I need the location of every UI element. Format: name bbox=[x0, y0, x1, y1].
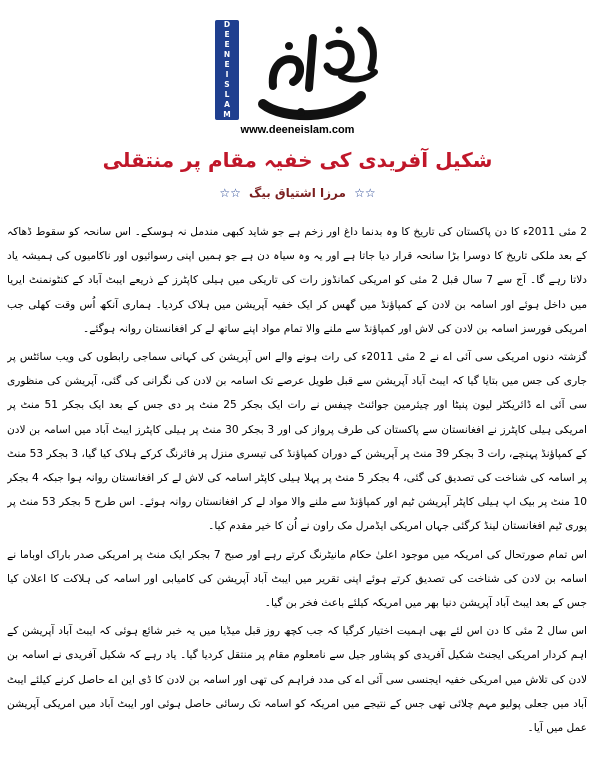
author-name: مرزا اشتیاق بیگ bbox=[249, 186, 346, 200]
logo-side-banner bbox=[215, 20, 239, 120]
site-url[interactable]: www.deeneislam.com bbox=[240, 124, 355, 136]
article-paragraph: اس سال 2 مئی کا دن اس لئے بھی اہمیت اختیار کرگیا کہ جب کچھ روز قبل میڈیا میں یہ خبر شائع ہوئی کہ ایبٹ آباد آپریشن کے اہم کردار امریکی ایجنٹ شکیل آفریدی کو پشاور جیل سے نامعلوم مقام پر منتقل کردیا گیا۔ یاد رہے کہ شکیل آفریدی نے اسامہ بن لادن کی تلاش میں امریکی خفیہ ایجنسی سی آئی اے کی مدد فراہم کی تھی اور اسامہ بن لادن کا ڈی این اے حاصل کرنے کیلئے ایبٹ آباد میں جعلی پولیو مہم چلائی تھی جس کے نتیجے میں امریکہ کو اسامہ تک رسائی حاصل ہوئی اور ایبٹ آباد میں امریکی آپریشن عمل میں آیا۔ bbox=[7, 625, 587, 735]
logo-calligraphy-icon bbox=[243, 16, 388, 124]
masthead bbox=[0, 0, 595, 145]
article-paragraph: اس تمام صورتحال کی امریکہ میں موجود اعلیٰ حکام مانیٹرنگ کرتے رہے اور صبح 7 بجکر ایک منٹ پر امریکی صدر باراک اوباما نے اسامہ بن لادن کی شناخت کی تصدیق کرتے ہوئے اپنی تقریر میں ایبٹ آباد آپریشن کی کامیابی اور اسامہ کی ہلاکت کا اعلان کیا جس کے بعد ایبٹ آباد آپریشن دنیا بھر میں امریکہ کیلئے باعث فخر بن گیا۔ bbox=[7, 548, 587, 610]
article-paragraph: گزشتہ دنوں امریکی سی آئی اے نے 2 مئی 2011ء کی رات ہونے والے اس آپریشن کی کہانی سماجی رابطوں کی ویب سائٹس پر جاری کی جس میں بتایا گیا کہ ایبٹ آباد آپریشن سے قبل طویل عرصے تک اسامہ بن لادن کی نگرانی کی گئی، آپریشن کی منظوری سی آئی اے ڈائریکٹر لیون پنیٹا اور چیئرمین جوائنٹ چیفس نے رات ایک بجکر 25 منٹ پر دی جس کے بعد ایک بجکر 51 منٹ پر امریکی ہیلی کاپٹرز نے افغانستان سے پاکستان کی طرف پرواز کی اور 3 بجکر 30 منٹ پر ہیلی کاپٹرز ایبٹ آباد میں اسامہ بن لادن کے کمپاؤنڈ پہنچے، رات 3 بجکر 39 منٹ پر آپریشن کے دوران کمپاؤنڈ کی تیسری منزل پر فائرنگ کرکے ہلاک کیا گیا، 3 بجکر 53 منٹ پر اسامہ کی شناخت کی تصدیق کی گئی، 4 بجکر 5 منٹ پر پہلا ہیلی کاپٹر اسامہ کی لاش لے کر افغانستان روانہ ہوا جبکہ 4 بجکر 10 منٹ پر بیک اپ ہیلی کاپٹر آپریشن ٹیم اور کمپاؤنڈ سے ملنے والا مواد لے کر افغانستان روانہ ہوئے۔ اس طرح 5 بجکر 53 منٹ پر پوری ٹیم افغانستان لینڈ کرگئی جہاں امریکی ایڈمرل مک راون نے اُن کا خیر مقدم کیا۔ bbox=[7, 351, 587, 533]
article-body bbox=[7, 220, 587, 774]
star-icon: ☆☆ bbox=[219, 186, 241, 200]
site-logo[interactable] bbox=[205, 14, 390, 126]
star-icon: ☆☆ bbox=[354, 186, 376, 200]
author-line bbox=[0, 184, 595, 202]
logo-vertical-text: DEENEISLAM bbox=[222, 20, 232, 120]
article-headline: شکیل آفریدی کی خفیہ مقام پر منتقلی bbox=[102, 148, 493, 172]
article-paragraph: 2 مئی 2011ء کا دن پاکستان کی تاریخ کا وہ بدنما داغ اور زخم ہے جو شاید کبھی مندمل نہ ہوسکے۔ اس سانحہ کو سقوط ڈھاکہ کے بعد ملکی تاریخ کا دوسرا بڑا سانحہ قرار دیا جاتا ہے اور یہ وہ سیاہ دن ہے جو ہمیں اپنی رسوائیوں اور ناکامیوں کی ہمیشہ یاد دلاتا رہے گا۔ آج سے 7 سال قبل 2 مئی کو امریکی کمانڈوز رات کی تاریکی میں ہیلی کاپٹرز کے ذریعے ایبٹ آباد کے کنٹونمنٹ ایریا میں داخل ہوئے اور اسامہ بن لادن کے کمپاؤنڈ میں گھس کر ایک خفیہ آپریشن میں ہلاک کردیا۔ ہماری آنکھ اُس وقت کھلی جب امریکی فورسز اسامہ بن لادن کی لاش اور کمپاؤنڈ سے ملنے والا تمام مواد اپنے ساتھ لے کر افغانستان روانہ ہوگئے۔ bbox=[7, 226, 587, 335]
